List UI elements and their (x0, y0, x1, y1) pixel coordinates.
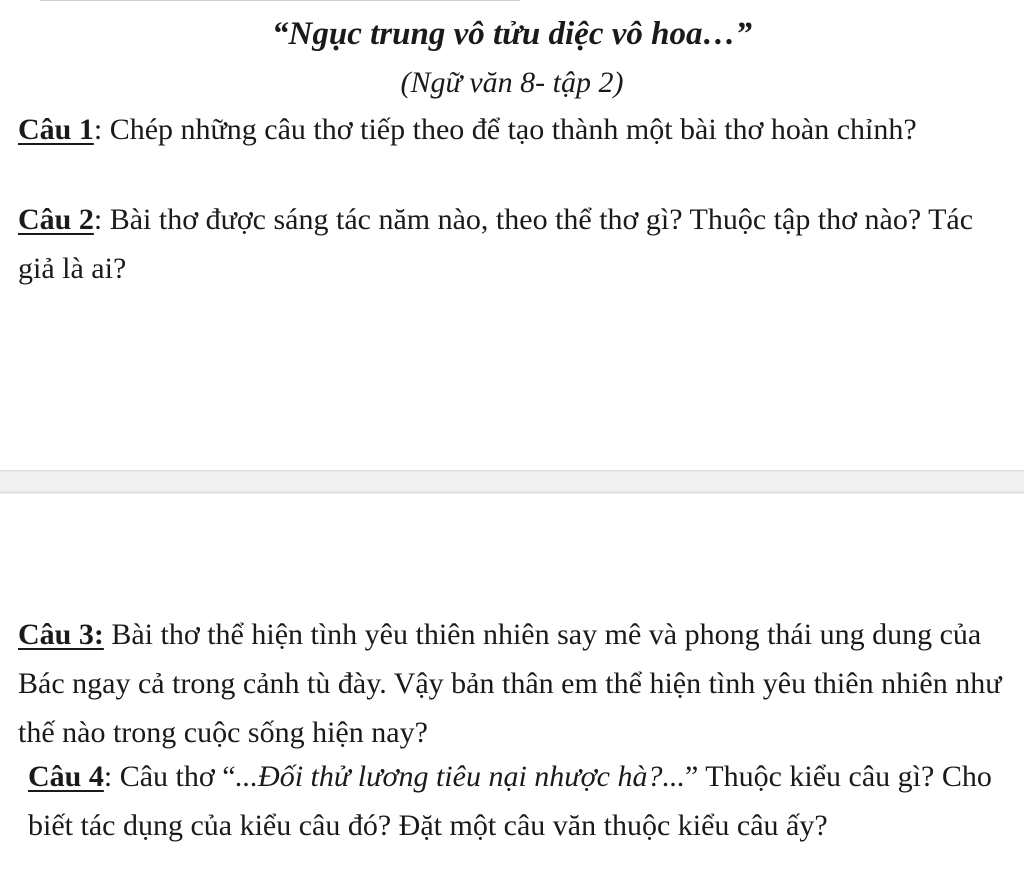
poem-title: “Ngục trung vô tửu diệc vô hoa…” (272, 16, 752, 52)
question-3-text: Bài thơ thể hiện tình yêu thiên nhiên say mê và phong thái ung dung của Bác ngay cả trong cảnh tù đày. Vậy bản thân em thể hiện tình yêu thiên nhiên như thế nào trong cuộc sống hiện nay? (18, 618, 1002, 749)
question-4-text-after: ” Thuộc kiểu câu gì? Cho biết tác dụng của kiểu câu đó? Đặt một câu văn thuộc kiểu câu ấy? (28, 760, 992, 842)
question-1 (18, 105, 1008, 154)
question-2 (18, 195, 1008, 293)
question-4 (28, 752, 1010, 850)
question-1-label: Câu 1 (18, 113, 94, 146)
textbook-reference: (Ngữ văn 8- tập 2) (400, 66, 624, 99)
question-1-text: Chép những câu thơ tiếp theo để tạo thành một bài thơ hoàn chỉnh? (102, 113, 917, 146)
question-4-quoted-verse: ...Đối thử lương tiêu nại nhược hà?... (235, 760, 685, 793)
question-2-text: Bài thơ được sáng tác năm nào, theo thể thơ gì? Thuộc tập thơ nào? Tác giả là ai? (18, 203, 974, 285)
top-page-mark (40, 0, 520, 4)
question-3 (18, 610, 1008, 757)
question-1-separator: : (93, 113, 103, 146)
page-break-divider (0, 470, 1024, 494)
question-4-separator: : (103, 760, 113, 793)
question-2-label: Câu 2 (18, 203, 94, 236)
question-4-label: Câu 4 (28, 760, 104, 793)
question-3-label: Câu 3: (18, 618, 104, 651)
question-2-separator: : (93, 203, 103, 236)
question-4-text-before: Câu thơ “ (112, 760, 236, 793)
